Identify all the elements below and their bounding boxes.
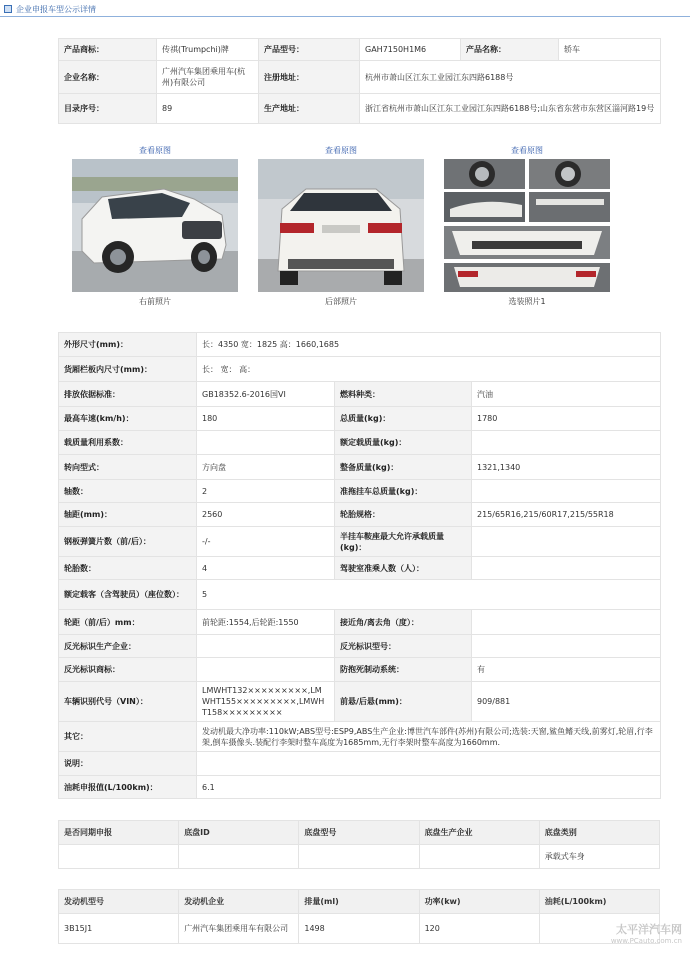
model-value: GAH7150H1M6 xyxy=(360,39,461,61)
steering-value: 方向盘 xyxy=(197,455,335,480)
cab-label: 驾驶室准乘人数（人）： xyxy=(335,557,472,580)
column-header: 油耗(L/100km) xyxy=(539,890,659,914)
total-mass-label: 总质量(kg)： xyxy=(335,407,472,431)
info-row xyxy=(59,39,661,61)
steering-label: 转向型式： xyxy=(59,455,197,480)
document-icon xyxy=(4,5,12,13)
overhang-value: 909/881 xyxy=(472,682,661,722)
photo-rear[interactable] xyxy=(258,159,424,292)
dims-label: 外形尺寸(mm)： xyxy=(59,333,197,357)
column-header: 发动机企业 xyxy=(179,890,299,914)
cargo-label: 货厢栏板内尺寸(mm)： xyxy=(59,357,197,382)
table-row xyxy=(59,845,660,869)
photo-caption: 选装照片1 xyxy=(508,297,546,306)
speed-value: 180 xyxy=(197,407,335,431)
load-util-label: 载质量利用系数： xyxy=(59,431,197,455)
load-util-value xyxy=(197,431,335,455)
tire-value: 215/65R16,215/60R17,215/55R18 xyxy=(472,503,661,527)
spec-row xyxy=(59,722,661,752)
emission-value: GB18352.6-2016国VI xyxy=(197,382,335,407)
spec-row xyxy=(59,382,661,407)
speed-label: 最高车速(km/h)： xyxy=(59,407,197,431)
table-cell xyxy=(299,845,419,869)
catalog-label: 目录序号： xyxy=(59,94,157,124)
column-header: 功率(kw) xyxy=(419,890,539,914)
table-cell xyxy=(419,845,539,869)
reflect-model-label: 反光标识型号： xyxy=(335,635,472,658)
photo-optional[interactable] xyxy=(444,159,610,292)
trailer-label: 准拖挂车总质量(kg)： xyxy=(335,480,472,503)
brand-label: 产品商标： xyxy=(59,39,157,61)
product-info-table xyxy=(58,38,661,124)
curb-value: 1321,1340 xyxy=(472,455,661,480)
spec-row xyxy=(59,682,661,722)
engine-header-row xyxy=(59,890,660,914)
table-cell xyxy=(59,845,179,869)
axles-label: 轴数： xyxy=(59,480,197,503)
wheelbase-label: 轴距(mm)： xyxy=(59,503,197,527)
seats-value: 5 xyxy=(197,580,661,610)
name-value: 轿车 xyxy=(559,39,661,61)
vin-value: LMWHT132×××××××××,LMWHT155×××××××××,LMWHT158××××××××× xyxy=(197,682,335,722)
approach-value xyxy=(472,610,661,635)
column-header: 底盘类别 xyxy=(539,821,659,845)
watermark-url: www.PCauto.com.cn xyxy=(610,937,682,945)
spec-table xyxy=(58,332,661,799)
spec-row xyxy=(59,752,661,776)
reflect-maker-label: 反光标识生产企业： xyxy=(59,635,197,658)
table-cell: 广州汽车集团乘用车有限公司 xyxy=(179,914,299,944)
reg-address-value: 杭州市萧山区江东工业园江东四路6188号 xyxy=(360,61,661,94)
fuel-report-value: 6.1 xyxy=(197,776,661,799)
spec-row xyxy=(59,407,661,431)
spring-value: -/- xyxy=(197,527,335,557)
photo-card xyxy=(256,145,426,307)
model-label: 产品型号： xyxy=(259,39,360,61)
spec-row xyxy=(59,527,661,557)
spec-row xyxy=(59,503,661,527)
emission-label: 排放依据标准： xyxy=(59,382,197,407)
cab-value xyxy=(472,557,661,580)
rated-load-value xyxy=(472,431,661,455)
reflect-model-value xyxy=(472,635,661,658)
photo-card xyxy=(442,145,612,307)
prod-address-label: 生产地址： xyxy=(259,94,360,124)
cargo-value: 长： 宽： 高： xyxy=(197,357,661,382)
header-divider xyxy=(0,16,690,17)
axles-value: 2 xyxy=(197,480,335,503)
chassis-header-row xyxy=(59,821,660,845)
company-value: 广州汽车集团乘用车(杭州)有限公司 xyxy=(157,61,259,94)
vin-label: 车辆识别代号（VIN）： xyxy=(59,682,197,722)
reg-address-label: 注册地址： xyxy=(259,61,360,94)
curb-label: 整备质量(kg)： xyxy=(335,455,472,480)
spec-row xyxy=(59,635,661,658)
spec-row xyxy=(59,333,661,357)
chassis-table xyxy=(58,820,660,869)
catalog-value: 89 xyxy=(157,94,259,124)
company-label: 企业名称： xyxy=(59,61,157,94)
column-header: 排量(ml) xyxy=(299,890,419,914)
abs-label: 防抱死制动系统： xyxy=(335,658,472,682)
spec-row xyxy=(59,658,661,682)
other-value: 发动机最大净功率:110kW;ABS型号:ESP9,ABS生产企业:博世汽车部件(苏州)有限公司;选装:天窗,鲨鱼鳍天线,前雾灯,轮眉,行李架,倒车摄像头.装配行李架时整车高度为1685mm,无行李架时整车高度为1660mm. xyxy=(197,722,661,752)
watermark-title: 太平洋汽车网 xyxy=(616,923,682,936)
spring-label: 钢板弹簧片数（前/后）： xyxy=(59,527,197,557)
spec-row xyxy=(59,431,661,455)
trailer-value xyxy=(472,480,661,503)
info-row xyxy=(59,61,661,94)
spec-row xyxy=(59,610,661,635)
spec-row xyxy=(59,455,661,480)
table-cell: 3B15J1 xyxy=(59,914,179,944)
view-original-link[interactable]: 查看原图 xyxy=(325,146,357,155)
reflect-brand-label: 反光标识商标： xyxy=(59,658,197,682)
track-value: 前轮距:1554,后轮距:1550 xyxy=(197,610,335,635)
track-label: 轮距（前/后）mm： xyxy=(59,610,197,635)
reflect-maker-value xyxy=(197,635,335,658)
photo-caption: 后部照片 xyxy=(325,297,357,306)
abs-value: 有 xyxy=(472,658,661,682)
column-header: 底盘ID xyxy=(179,821,299,845)
tires-label: 轮胎数： xyxy=(59,557,197,580)
engine-table xyxy=(58,889,660,944)
column-header: 发动机型号 xyxy=(59,890,179,914)
tires-value: 4 xyxy=(197,557,335,580)
seats-label: 额定载客（含驾驶员）（座位数）： xyxy=(59,580,197,610)
spec-row xyxy=(59,776,661,799)
brand-value: 传祺(Trumpchi)牌 xyxy=(157,39,259,61)
saddle-value xyxy=(472,527,661,557)
view-original-link[interactable]: 查看原图 xyxy=(139,146,171,155)
fuel-report-label: 油耗申报值(L/100km)： xyxy=(59,776,197,799)
info-row xyxy=(59,94,661,124)
table-cell: 承载式车身 xyxy=(539,845,659,869)
approach-label: 接近角/离去角（度）： xyxy=(335,610,472,635)
fuel-label: 燃料种类： xyxy=(335,382,472,407)
photo-gallery xyxy=(58,145,660,310)
column-header: 是否同期申报 xyxy=(59,821,179,845)
column-header: 底盘生产企业 xyxy=(419,821,539,845)
rated-load-label: 额定载质量(kg)： xyxy=(335,431,472,455)
spec-row xyxy=(59,557,661,580)
table-cell: 1498 xyxy=(299,914,419,944)
note-label: 说明： xyxy=(59,752,197,776)
photo-caption: 右前照片 xyxy=(139,297,171,306)
wheelbase-value: 2560 xyxy=(197,503,335,527)
other-label: 其它： xyxy=(59,722,197,752)
prod-address-value: 浙江省杭州市萧山区江东工业园江东四路6188号;山东省东营市东营区淄河路19号 xyxy=(360,94,661,124)
table-cell: 120 xyxy=(419,914,539,944)
photo-right-front[interactable] xyxy=(72,159,238,292)
view-original-link[interactable]: 查看原图 xyxy=(511,146,543,155)
table-row xyxy=(59,914,660,944)
spec-row xyxy=(59,357,661,382)
page-title: 企业申报车型公示详情 xyxy=(16,4,96,14)
tire-label: 轮胎规格： xyxy=(335,503,472,527)
overhang-label: 前悬/后悬(mm)： xyxy=(335,682,472,722)
total-mass-value: 1780 xyxy=(472,407,661,431)
spec-row xyxy=(59,480,661,503)
spec-row xyxy=(59,580,661,610)
reflect-brand-value xyxy=(197,658,335,682)
page-header xyxy=(4,2,96,16)
watermark xyxy=(611,921,682,945)
fuel-value: 汽油 xyxy=(472,382,661,407)
saddle-label: 半挂车鞍座最大允许承载质量(kg)： xyxy=(335,527,472,557)
note-value xyxy=(197,752,661,776)
table-cell xyxy=(179,845,299,869)
photo-card xyxy=(70,145,240,307)
column-header: 底盘型号 xyxy=(299,821,419,845)
name-label: 产品名称： xyxy=(461,39,559,61)
dims-value: 长：4350 宽：1825 高：1660,1685 xyxy=(197,333,661,357)
